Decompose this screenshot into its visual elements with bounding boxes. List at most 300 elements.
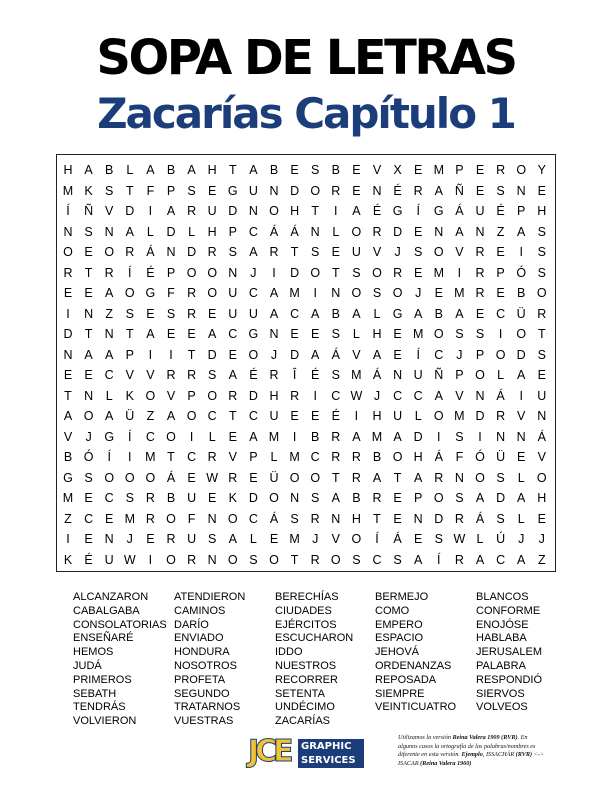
grid-letter: N (228, 265, 238, 280)
grid-letter: S (455, 429, 464, 444)
word-item: VOLVEOS (476, 701, 528, 714)
grid-letter: O (433, 245, 444, 259)
word-item: VOLVIERON (73, 715, 137, 728)
grid-letter: T (167, 450, 175, 464)
grid-letter: R (537, 306, 547, 321)
grid-letter: E (537, 183, 546, 198)
grid-letter: G (392, 204, 403, 218)
grid-letter: C (248, 409, 258, 423)
grid-row (57, 345, 555, 366)
grid-letter: P (125, 347, 134, 362)
grid-letter: T (311, 204, 319, 218)
grid-letter: S (84, 224, 93, 239)
word-item: NOSOTROS (174, 659, 237, 672)
grid-letter: O (124, 470, 135, 485)
grid-letter: M (454, 286, 465, 300)
grid-letter: C (248, 286, 258, 300)
word-item: IDDO (275, 646, 303, 659)
grid-letter: R (496, 409, 506, 423)
word-item: SIEMPRE (375, 687, 425, 700)
grid-letter: V (537, 450, 546, 464)
grid-letter: Z (146, 409, 155, 423)
grid-letter: A (352, 429, 361, 444)
grid-letter: S (352, 265, 361, 280)
grid-letter: E (475, 183, 485, 198)
grid-letter: W (123, 552, 136, 567)
grid-letter: L (249, 532, 257, 546)
grid-letter: N (166, 245, 176, 259)
word-item: ESPACIO (375, 632, 424, 645)
grid-letter: O (83, 409, 94, 423)
grid-letter: H (372, 327, 382, 341)
word-column (375, 591, 456, 715)
grid-letter: N (496, 429, 506, 444)
grid-letter: O (269, 491, 279, 505)
grid-letter: S (311, 491, 320, 505)
grid-letter: Í (375, 532, 379, 546)
grid-letter: F (455, 450, 464, 464)
note-text-2: . En algunos casos la ortografía de las palabras/nombres es diferente en esta versión. (398, 734, 536, 759)
grid-letter: M (289, 532, 300, 546)
grid-letter: N (104, 327, 114, 341)
grid-letter: N (331, 511, 341, 526)
word-item: RESPONDIÓ (476, 673, 543, 686)
word-item: VUESTRAS (174, 715, 234, 728)
grid-letter: M (62, 183, 74, 198)
grid-letter: O (495, 347, 506, 362)
grid-letter: O (392, 450, 403, 464)
word-item: EJÉRCITOS (275, 618, 337, 631)
grid-letter: D (393, 224, 403, 239)
grid-letter: H (207, 163, 217, 177)
grid-letter: N (248, 204, 258, 218)
grid-letter: R (454, 552, 464, 567)
grid-letter: Á (269, 224, 279, 239)
grid-letter: E (269, 532, 279, 546)
grid-row (57, 201, 555, 222)
grid-letter: B (331, 163, 340, 177)
grid-letter: Z (537, 552, 546, 567)
grid-letter: E (208, 306, 217, 321)
grid-letter: O (475, 470, 485, 485)
grid-letter: K (125, 388, 134, 403)
grid-letter: I (66, 306, 70, 321)
word-item: ENSEÑARÉ (73, 632, 134, 645)
grid-letter: N (63, 347, 73, 362)
grid-letter: B (63, 450, 73, 464)
grid-letter: T (187, 347, 196, 362)
grid-letter: J (85, 429, 92, 444)
grid-letter: V (352, 347, 361, 362)
grid-letter: O (433, 327, 444, 341)
grid-letter: E (187, 327, 196, 341)
grid-letter: O (207, 286, 218, 300)
grid-letter: Í (416, 347, 420, 362)
grid-letter: R (454, 511, 464, 526)
grid-letter: T (373, 511, 381, 526)
grid-letter: L (517, 470, 525, 485)
grid-row (57, 550, 555, 571)
grid-letter: N (84, 306, 94, 321)
grid-letter: L (497, 368, 505, 382)
grid-letter: S (455, 327, 464, 341)
grid-letter: A (146, 327, 155, 341)
grid-letter: G (433, 204, 444, 218)
grid-letter: I (437, 429, 441, 444)
grid-letter: L (332, 224, 340, 239)
grid-letter: E (208, 491, 217, 505)
grid-letter: Ü (496, 450, 506, 464)
grid-row (57, 160, 555, 181)
grid-row (57, 468, 555, 489)
logo-mark: JCE (248, 734, 290, 769)
grid-letter: O (351, 286, 362, 300)
grid-letter: U (269, 409, 279, 423)
grid-letter: A (166, 409, 176, 423)
grid-letter: I (292, 429, 297, 444)
grid-letter: E (475, 163, 485, 177)
grid-letter: Z (64, 511, 72, 526)
grid-letter: Í (437, 552, 441, 567)
grid-letter: J (415, 286, 422, 300)
grid-letter: B (269, 163, 279, 177)
grid-letter: H (207, 224, 217, 239)
grid-letter: M (62, 491, 74, 505)
grid-letter: J (456, 347, 463, 362)
grid-letter: V (455, 245, 464, 259)
grid-letter: S (311, 163, 320, 177)
word-item: ENOJÓSE (476, 618, 529, 631)
grid-letter: R (207, 450, 217, 464)
grid-letter: S (228, 245, 237, 259)
grid-letter: E (393, 491, 402, 505)
note-rvr: (RVR) (515, 751, 533, 759)
grid-letter: E (496, 245, 505, 259)
grid-letter: S (537, 265, 546, 280)
grid-letter: I (498, 327, 503, 341)
grid-letter: U (475, 204, 485, 218)
grid-letter: M (454, 409, 465, 423)
grid-letter: A (372, 347, 382, 362)
grid-letter: O (145, 470, 156, 485)
grid-letter: É (393, 183, 402, 198)
grid-letter: Á (455, 204, 464, 218)
grid-letter: O (330, 552, 341, 567)
grid-letter: U (228, 286, 238, 300)
grid-letter: E (311, 327, 320, 341)
grid-row (57, 529, 555, 550)
grid-letter: É (331, 409, 340, 423)
grid-letter: W (350, 388, 363, 403)
grid-letter: R (228, 388, 238, 403)
grid-letter: R (475, 286, 485, 300)
grid-letter: R (145, 491, 155, 505)
grid-letter: R (187, 286, 197, 300)
grid-letter: Y (537, 163, 546, 177)
grid-letter: H (269, 388, 279, 403)
grid-letter: A (105, 409, 114, 423)
grid-letter: O (310, 183, 321, 198)
grid-letter: R (187, 204, 197, 218)
grid-row (57, 447, 555, 468)
grid-letter: N (207, 511, 217, 526)
grid-letter: A (434, 388, 443, 403)
word-item: ATENDIERON (174, 591, 246, 603)
grid-letter: N (84, 388, 94, 403)
word-item: BLANCOS (476, 591, 529, 603)
grid-letter: O (475, 368, 485, 382)
grid-letter: E (393, 511, 402, 526)
grid-letter: Á (372, 368, 382, 382)
grid-letter: Á (290, 224, 299, 239)
grid-letter: A (434, 183, 443, 198)
grid-letter: E (105, 511, 114, 526)
grid-letter: R (393, 265, 403, 280)
grid-letter: T (393, 470, 402, 485)
grid-letter: U (393, 409, 403, 423)
grid-letter: A (475, 552, 485, 567)
grid-letter: R (187, 368, 197, 382)
grid-letter: D (290, 347, 300, 362)
grid-letter: A (414, 470, 423, 485)
grid-letter: G (104, 429, 115, 444)
grid-letter: T (125, 327, 134, 341)
grid-letter: L (146, 224, 154, 239)
grid-letter: D (125, 204, 135, 218)
grid-letter: O (207, 388, 218, 403)
grid-letter: B (105, 163, 114, 177)
grid-letter: H (413, 450, 423, 464)
grid-letter: I (148, 204, 153, 218)
grid-letter: Í (128, 429, 132, 444)
word-item: JUDÁ (73, 659, 102, 672)
grid-letter: N (434, 224, 444, 239)
grid-letter: R (269, 368, 279, 382)
grid-letter: G (63, 470, 73, 485)
grid-letter: A (455, 306, 464, 321)
grid-letter: R (434, 470, 444, 485)
grid-letter: S (105, 183, 114, 198)
grid-letter: C (248, 511, 258, 526)
grid-letter: R (145, 511, 155, 526)
grid-letter: M (289, 286, 300, 300)
grid-letter: A (269, 286, 279, 300)
letter-grid (56, 154, 556, 572)
grid-row (57, 427, 555, 448)
grid-letter: Ü (516, 306, 526, 321)
grid-letter: S (372, 286, 382, 300)
grid-letter: E (331, 245, 340, 259)
grid-letter: I (148, 347, 153, 362)
word-item: CAMINOS (174, 604, 226, 617)
grid-letter: P (455, 163, 464, 177)
grid-letter: P (517, 204, 526, 218)
grid-letter: N (207, 552, 217, 567)
word-item: REPOSADA (375, 673, 437, 686)
grid-letter: T (228, 409, 237, 423)
grid-letter: Í (66, 204, 70, 218)
grid-letter: S (208, 368, 217, 382)
grid-row (57, 488, 555, 509)
grid-letter: T (331, 265, 340, 280)
grid-letter: J (373, 388, 381, 403)
grid-letter: J (312, 532, 319, 546)
grid-letter: É (249, 368, 258, 382)
grid-letter: Ó (83, 450, 94, 464)
grid-letter: O (433, 409, 444, 423)
grid-letter: N (331, 286, 341, 300)
grid-letter: E (475, 306, 485, 321)
grid-letter: O (351, 224, 362, 239)
grid-letter: I (66, 532, 70, 546)
grid-letter: A (105, 286, 114, 300)
grid-letter: C (207, 409, 217, 423)
grid-letter: Á (393, 532, 402, 546)
grid-letter: J (126, 532, 133, 546)
grid-letter: R (310, 552, 320, 567)
grid-letter: A (414, 552, 423, 567)
word-item: SEGUNDO (174, 687, 230, 700)
jce-graphic-services-logo (248, 734, 364, 769)
grid-letter: A (249, 429, 258, 444)
grid-letter: A (63, 409, 73, 423)
grid-letter: H (290, 204, 300, 218)
grid-letter: T (290, 245, 299, 259)
grid-letter: V (146, 368, 155, 382)
grid-letter: K (84, 183, 93, 198)
grid-letter: A (517, 224, 526, 239)
grid-letter: B (166, 491, 176, 505)
grid-letter: Ó (516, 265, 527, 280)
grid-letter: E (187, 470, 196, 485)
grid-letter: M (433, 163, 444, 177)
word-item: CIUDADES (275, 604, 332, 617)
grid-letter: R (125, 245, 135, 259)
grid-letter: P (166, 265, 176, 280)
grid-letter: I (457, 265, 462, 280)
grid-letter: C (104, 491, 114, 505)
grid-letter: Á (269, 511, 279, 526)
grid-letter: N (269, 183, 279, 198)
grid-letter: D (434, 511, 444, 526)
grid-row (57, 304, 555, 325)
grid-letter: C (145, 429, 155, 444)
grid-letter: I (354, 409, 359, 423)
grid-letter: O (166, 429, 176, 444)
grid-letter: T (125, 183, 134, 198)
grid-letter: R (413, 183, 423, 198)
grid-letter: E (228, 429, 237, 444)
word-item: HONDURA (174, 646, 230, 659)
grid-letter: L (105, 388, 113, 403)
grid-letter: A (249, 245, 258, 259)
note-text-1: Utilizamos la versión (398, 734, 453, 741)
grid-letter: V (166, 388, 176, 403)
grid-letter: J (518, 532, 525, 546)
word-item: TRATARNOS (174, 701, 241, 714)
grid-letter: I (519, 388, 523, 403)
grid-letter: O (289, 470, 300, 485)
grid-letter: S (455, 491, 464, 505)
grid-letter: A (352, 306, 361, 321)
grid-letter: I (272, 265, 276, 280)
grid-letter: O (186, 265, 197, 280)
grid-letter: C (310, 450, 320, 464)
grid-letter: I (128, 450, 132, 464)
word-item: ORDENANZAS (375, 659, 452, 672)
grid-letter: S (249, 552, 258, 567)
grid-letter: O (392, 286, 403, 300)
logo-line-2: SERVICES (298, 753, 364, 768)
grid-letter: Ú (496, 532, 506, 546)
grid-letter: R (496, 163, 506, 177)
grid-letter: G (392, 306, 403, 321)
grid-letter: A (331, 491, 340, 505)
grid-letter: É (496, 204, 505, 218)
grid-letter: M (412, 327, 424, 341)
grid-letter: N (63, 224, 73, 239)
grid-letter: D (290, 265, 300, 280)
grid-letter: O (433, 491, 444, 505)
grid-letter: E (63, 368, 73, 382)
grid-letter: O (516, 327, 527, 341)
grid-letter: P (475, 347, 485, 362)
grid-letter: M (433, 265, 444, 280)
grid-letter: A (352, 204, 361, 218)
grid-letter: B (352, 491, 361, 505)
grid-letter: E (290, 163, 299, 177)
grid-letter: B (434, 306, 443, 321)
grid-letter: L (208, 429, 216, 444)
grid-row (57, 242, 555, 263)
grid-letter: Ü (125, 409, 135, 423)
note-text-4: <-> ISACAR (398, 751, 545, 767)
grid-letter: V (455, 388, 464, 403)
grid-letter: E (146, 532, 155, 546)
grid-letter: D (290, 183, 300, 198)
version-note (398, 734, 548, 768)
grid-letter: O (166, 552, 176, 567)
grid-letter: T (84, 327, 93, 341)
grid-letter: E (496, 286, 505, 300)
grid-letter: D (248, 491, 258, 505)
note-text-3: , ISSACHÁR (482, 751, 516, 759)
grid-letter: J (250, 265, 257, 280)
grid-letter: R (187, 552, 197, 567)
word-item: PRIMEROS (73, 673, 132, 686)
grid-letter: U (537, 388, 547, 403)
grid-letter: E (537, 368, 546, 382)
grid-letter: C (496, 552, 506, 567)
grid-letter: A (125, 224, 134, 239)
grid-letter: C (413, 388, 423, 403)
grid-letter: R (166, 532, 176, 546)
grid-letter: T (331, 470, 340, 485)
grid-letter: A (517, 552, 526, 567)
grid-letter: N (413, 511, 423, 526)
word-item: SEBATH (73, 687, 117, 700)
grid-letter: S (414, 245, 423, 259)
grid-letter: O (248, 347, 259, 362)
grid-letter: J (538, 532, 545, 546)
grid-letter: O (186, 409, 197, 423)
grid-letter: D (228, 204, 238, 218)
grid-letter: Ñ (454, 183, 464, 198)
grid-letter: O (124, 286, 135, 300)
grid-letter: S (496, 511, 505, 526)
word-item: ZACARÍAS (275, 715, 331, 728)
grid-letter: S (125, 491, 134, 505)
